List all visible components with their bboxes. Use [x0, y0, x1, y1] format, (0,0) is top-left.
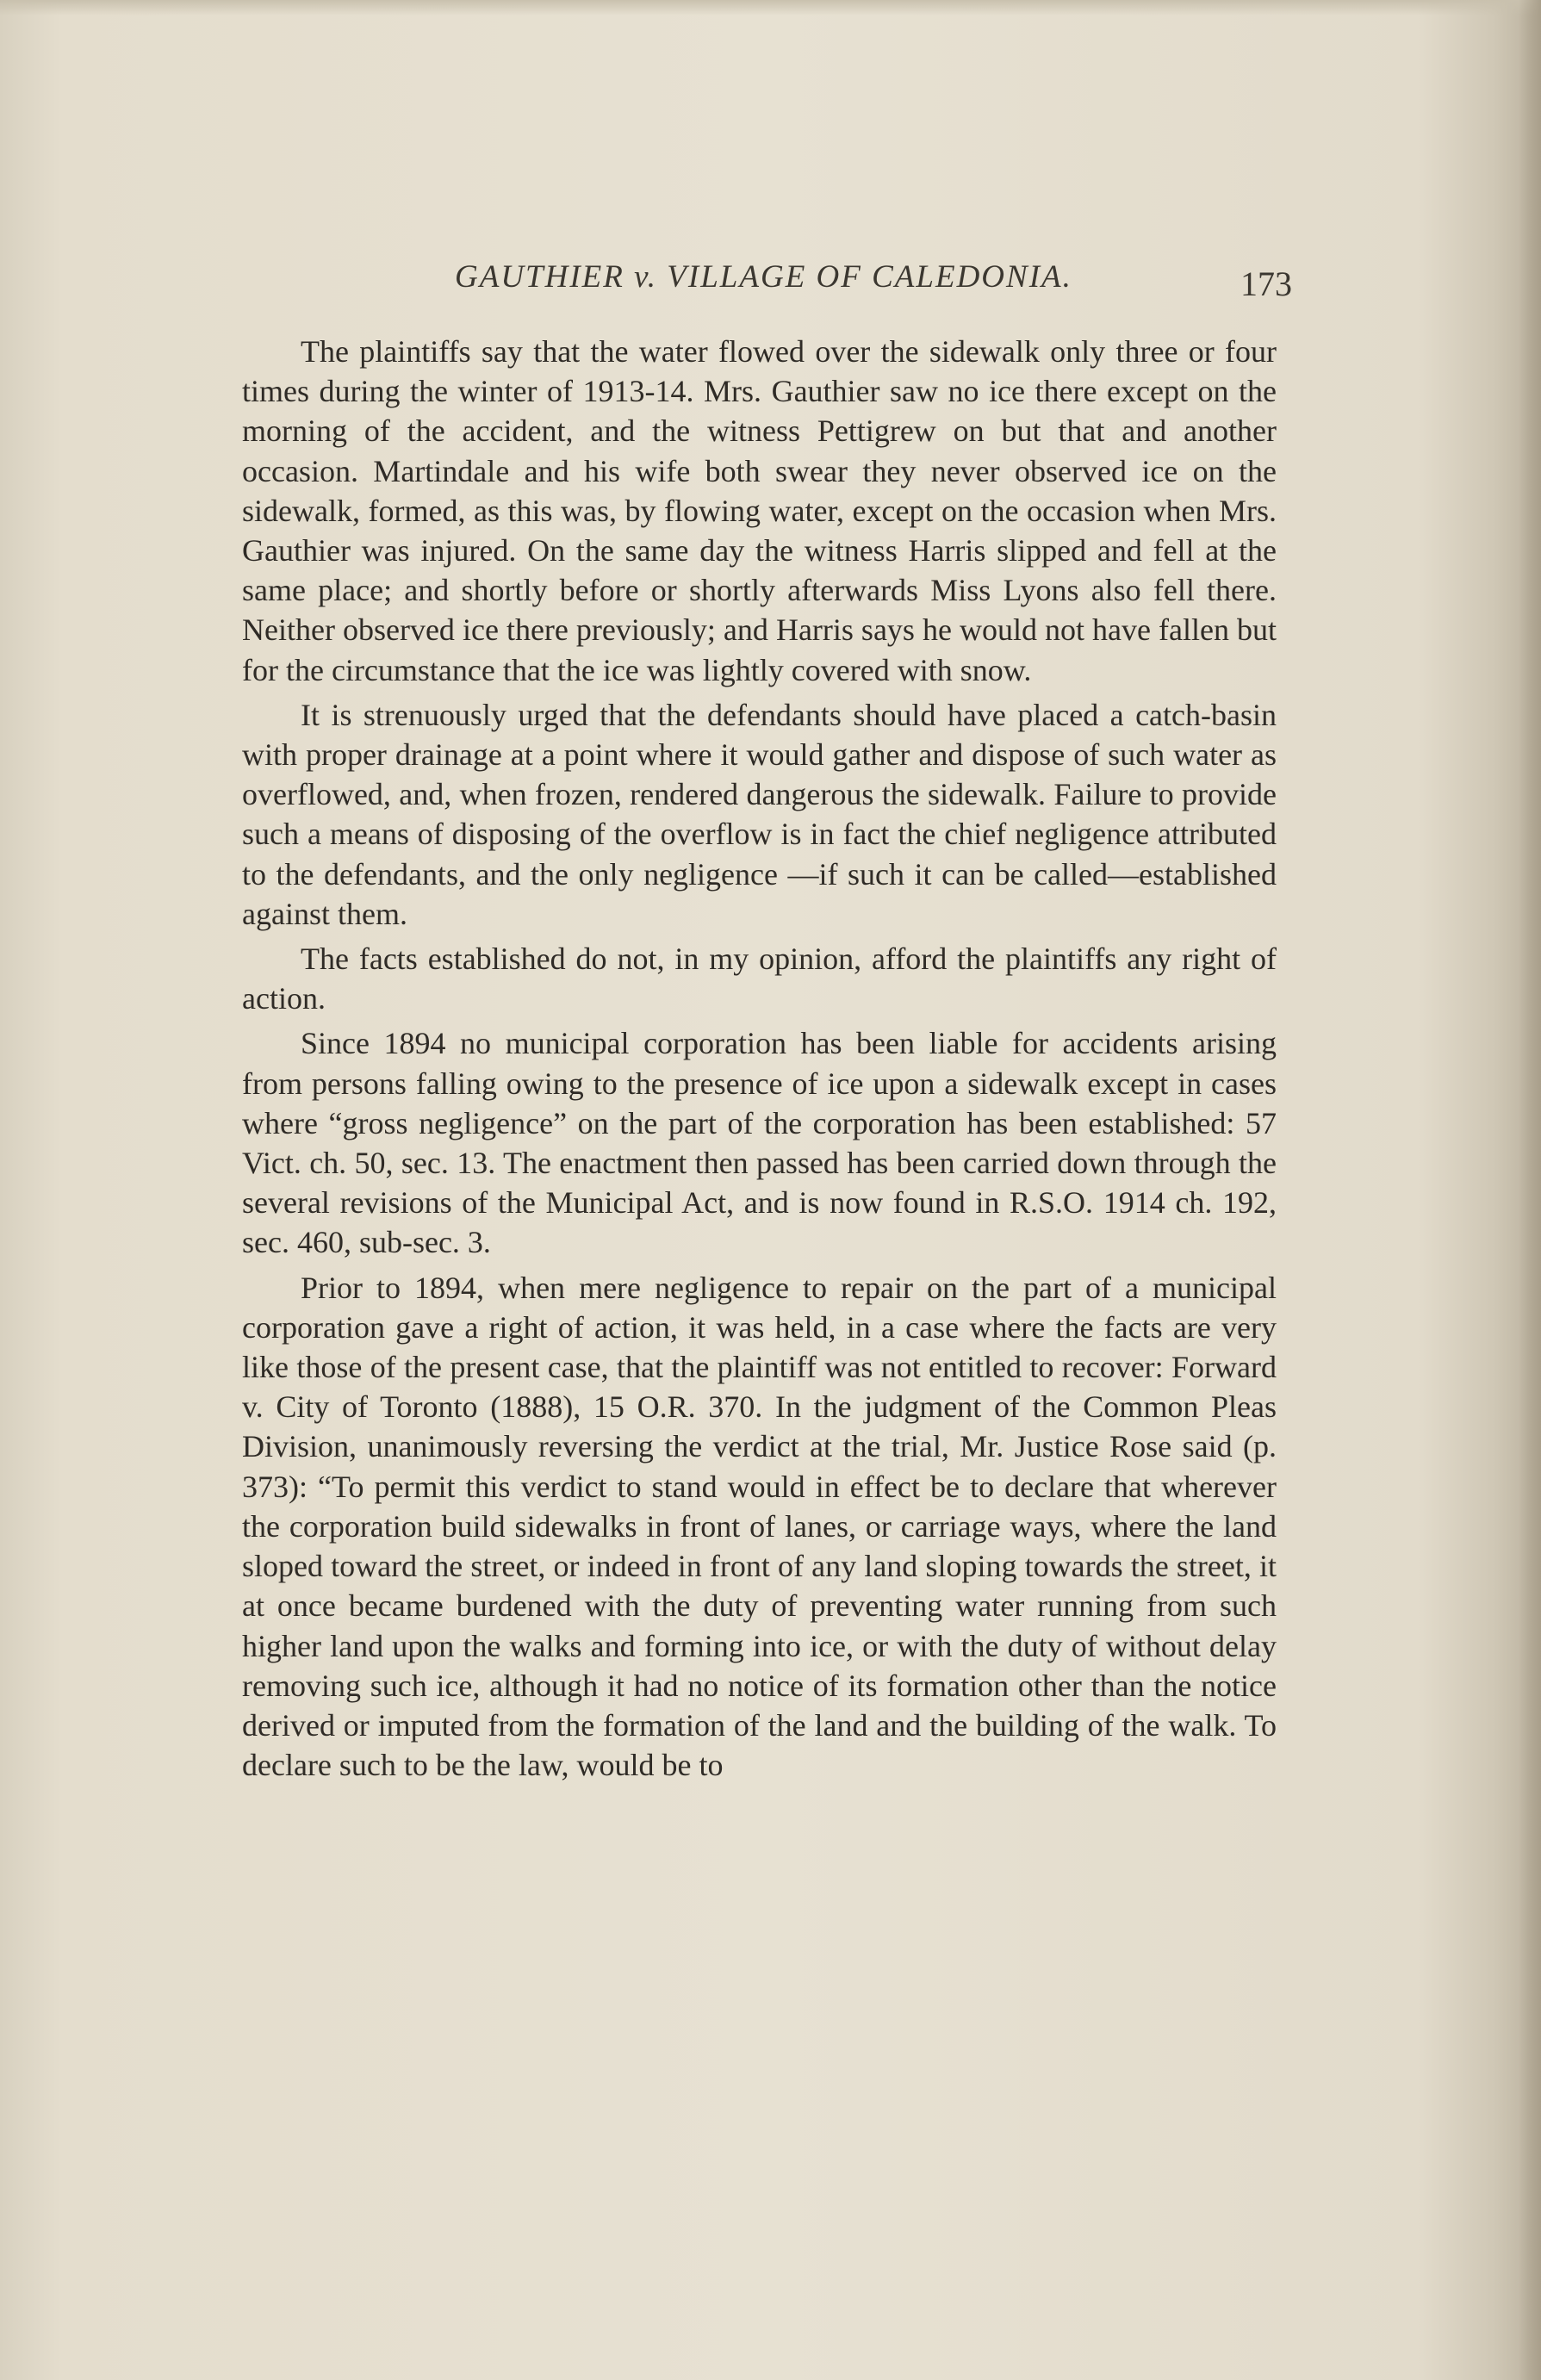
page-number: 173 [1240, 264, 1292, 303]
paragraph-1: The plaintiffs say that the water flowed over the sidewalk only three or four times during the winter of 1913-14. Mrs. Gauthier saw no ice there except on the morning of the accident, and the witness Pettigrew on but that and another occasion. Martindale and his wife both swear they never observed ice on the sidewalk, formed, as this was, by flowing water, except on the occasion when Mrs. Gauthier was injured. On the same day the witness Harris slipped and fell at the same place; and shortly before or shortly afterwards Miss Lyons also fell there. Neither observed ice there previously; and Harris says he would not have fallen but for the circumstance that the ice was lightly covered with snow. [242, 334, 1277, 687]
paragraph-5: Prior to 1894, when mere negligence to repair on the part of a municipal corporation gave a right of action, it was held, in a case where the facts are very like those of the present case, that the plaintiff was not entitled to recover: Forward v. City of Toronto (1888), 15 O.R. 370. In the judgment of the Common Pleas Division, unanimously reversing the verdict at the trial, Mr. Justice Rose said (p. 373): “To permit this verdict to stand would in effect be to declare that wherever the corporation build sidewalks in front of lanes, or carriage ways, where the land sloped toward the street, or indeed in front of any land sloping towards the street, it at once became burdened with the duty of preventing water running from such higher land upon the walks and forming into ice, or with the duty of without delay removing such ice, although it had no notice of its formation other than the notice derived or imputed from the formation of the land and the building of the walk. To declare such to be the law, would be to [242, 1270, 1277, 1783]
paragraph-4: Since 1894 no municipal corporation has been liable for accidents arising from persons falling owing to the presence of ice upon a sidewalk except in cases where “gross negligence” on the part of the corporation has been established: 57 Vict. ch. 50, sec. 13. The enactment then passed has been carried down through the several revisions of the Municipal Act, and is now found in R.S.O. 1914 ch. 192, sec. 460, sub-sec. 3. [242, 1026, 1277, 1260]
paragraph-2: It is strenuously urged that the defendants should have placed a catch-basin with proper drainage at a point where it would gather and dispose of such water as overflowed, and, when frozen, rendered dangerous the sidewalk. Failure to provide such a means of disposing of the overflow is in fact the chief negligence attributed to the defendants, and the only negligence —if such it can be called—established against them. [242, 697, 1277, 931]
running-head-title: GAUTHIER v. VILLAGE OF CALEDONIA. [455, 259, 1072, 295]
body-text [242, 332, 1277, 1785]
paragraph-3: The facts established do not, in my opinion, afford the plaintiffs any right of action. [242, 941, 1277, 1016]
